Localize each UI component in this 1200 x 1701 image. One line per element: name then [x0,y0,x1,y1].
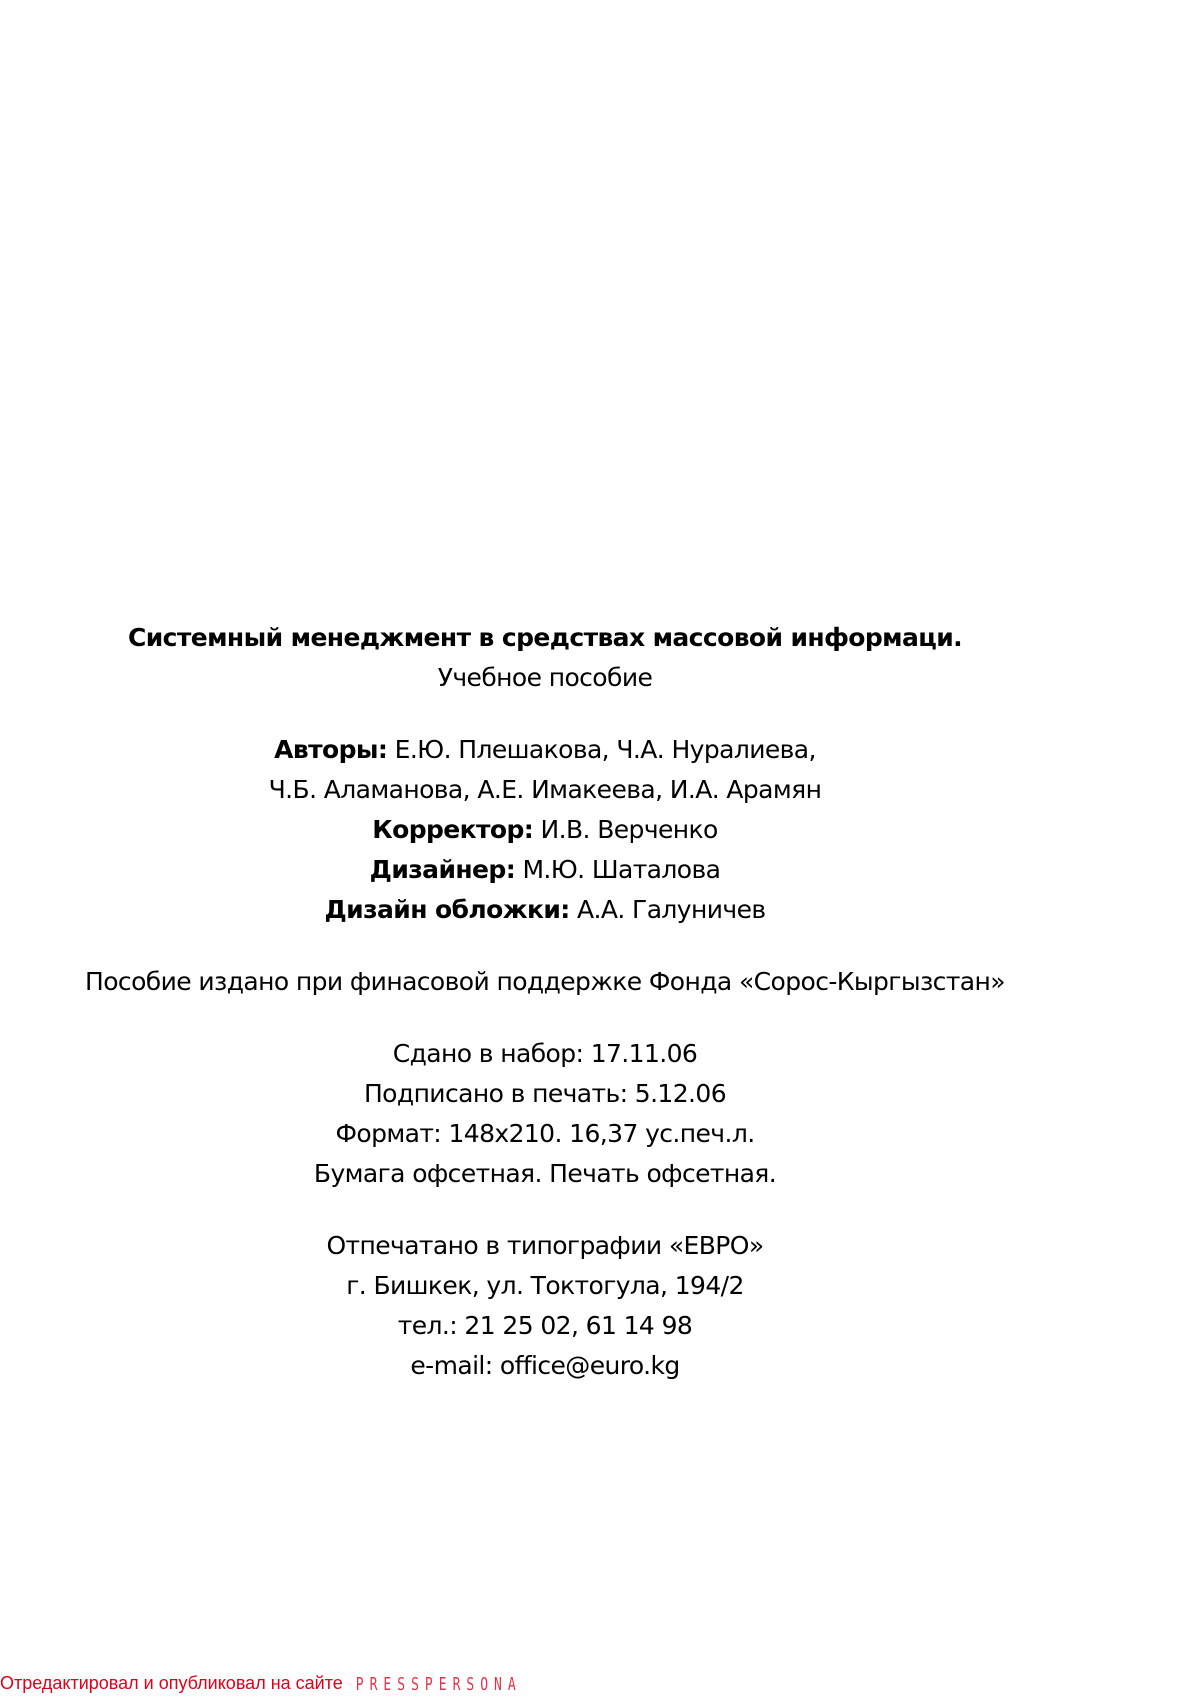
spacer [0,1194,1090,1226]
spacer [0,698,1090,730]
printer-email: e-mail: office@euro.kg [410,1351,680,1380]
book-title: Системный менеджмент в средствах массовой информаци. [127,623,963,652]
corrector-label: Корректор: [372,815,534,844]
cover-designer-label: Дизайн обложки: [324,895,570,924]
designer-line [0,850,1090,890]
cover-designer-name: А.А. Галуничев [577,895,766,924]
spacer [0,1002,1090,1034]
authors-line-1 [0,730,1090,770]
site-logo: PRESSPERSONA [355,1675,522,1696]
authors-label: Авторы: [274,735,388,764]
footer-watermark [0,1672,522,1697]
cover-designer-line [0,890,1090,930]
support-note: Пособие издано при финасовой поддержке Фонда «Сорос-Кыргызстан» [85,967,1005,996]
footer-text: Отредактировал и опубликовал на сайте [0,1673,343,1693]
print-info-format: Формат: 148x210. 16,37 ус.печ.л. [335,1119,755,1148]
corrector-name: И.В. Верченко [540,815,718,844]
corrector-line [0,810,1090,850]
imprint-block [0,618,1090,1386]
printer-phone: тел.: 21 25 02, 61 14 98 [397,1311,693,1340]
book-subtitle: Учебное пособие [437,663,653,692]
print-info-signed: Подписано в печать: 5.12.06 [363,1079,726,1108]
print-info-paper: Бумага офсетная. Печать офсетная. [313,1159,777,1188]
designer-name: М.Ю. Шаталова [522,855,721,884]
printer-name: Отпечатано в типографии «ЕВРО» [326,1231,764,1260]
authors-line-2: Ч.Б. Аламанова, А.Е. Имакеева, И.А. Арамян [268,775,822,804]
print-info-typeset: Сдано в набор: 17.11.06 [392,1039,698,1068]
designer-label: Дизайнер: [369,855,516,884]
authors-names-1: Е.Ю. Плешакова, Ч.А. Нуралиева, [394,735,816,764]
printer-address: г. Бишкек, ул. Токтогула, 194/2 [346,1271,744,1300]
spacer [0,930,1090,962]
